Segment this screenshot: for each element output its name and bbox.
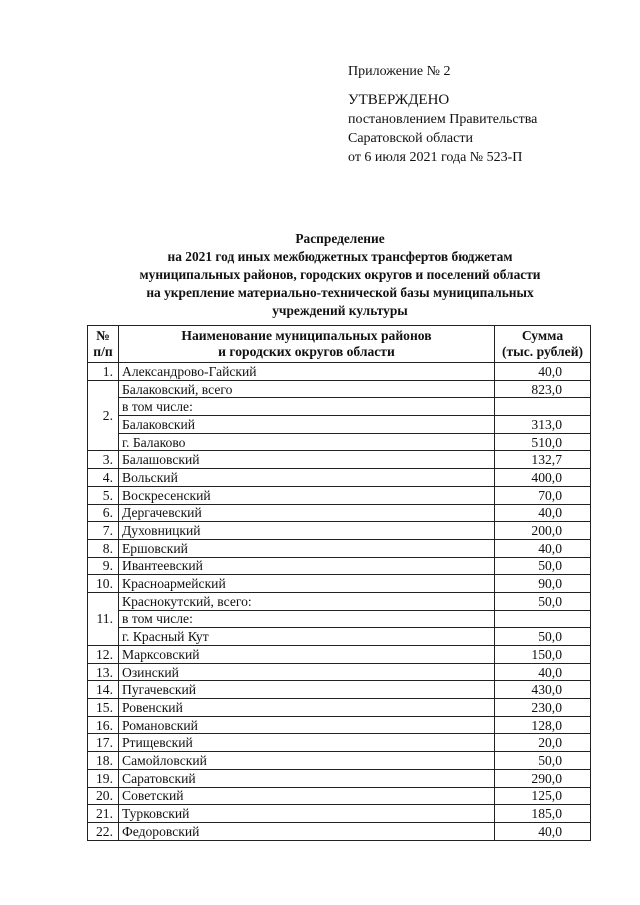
row-name: Краснокутский, всего: [119, 592, 495, 610]
row-number: 11. [88, 592, 119, 645]
header-sum-line-1: Сумма [521, 328, 564, 343]
approval-line-1: постановлением Правительства [348, 112, 538, 127]
subrow-name: в том числе: [119, 398, 495, 416]
subrow-name: г. Красный Кут [119, 628, 495, 646]
table-row [88, 486, 591, 504]
row-number: 18. [88, 752, 119, 770]
title-line-4: на укрепление материально-технической базы муниципальных [146, 285, 534, 300]
row-name: Красноармейский [119, 575, 495, 593]
header-number-line-1: № [96, 328, 110, 343]
table-row [88, 681, 591, 699]
table-row [88, 646, 591, 664]
subrow-amount: 510,0 [495, 433, 591, 451]
row-amount: 150,0 [495, 646, 591, 664]
row-name: Вольский [119, 469, 495, 487]
row-number: 12. [88, 646, 119, 664]
row-amount: 50,0 [495, 592, 591, 610]
table-row [88, 539, 591, 557]
row-number: 8. [88, 539, 119, 557]
row-amount: 50,0 [495, 752, 591, 770]
row-number: 22. [88, 822, 119, 840]
table-row [88, 363, 591, 381]
table-subrow [88, 433, 591, 451]
row-number: 13. [88, 663, 119, 681]
table-subrow [88, 416, 591, 434]
row-amount: 40,0 [495, 363, 591, 381]
subrow-name: в том числе: [119, 610, 495, 628]
table-row [88, 699, 591, 717]
row-amount: 40,0 [495, 539, 591, 557]
row-number: 6. [88, 504, 119, 522]
subrow-name: Балаковский [119, 416, 495, 434]
row-name: Саратовский [119, 769, 495, 787]
row-amount: 185,0 [495, 805, 591, 823]
approval-line-3: от 6 июля 2021 года № 523-П [348, 150, 523, 165]
header-sum [495, 326, 591, 363]
row-number: 7. [88, 522, 119, 540]
table-row [88, 663, 591, 681]
row-number: 21. [88, 805, 119, 823]
appendix-label: Приложение № 2 [348, 64, 451, 79]
row-number: 20. [88, 787, 119, 805]
row-number: 19. [88, 769, 119, 787]
row-number: 17. [88, 734, 119, 752]
row-name: Романовский [119, 716, 495, 734]
table-row [88, 769, 591, 787]
table-header-row [88, 326, 591, 363]
row-name: Советский [119, 787, 495, 805]
row-number: 15. [88, 699, 119, 717]
row-amount: 40,0 [495, 663, 591, 681]
header-number [88, 326, 119, 363]
row-amount: 90,0 [495, 575, 591, 593]
table-row [88, 469, 591, 487]
distribution-table [87, 325, 591, 841]
title-line-2: на 2021 год иных межбюджетных трансфертов бюджетам [167, 249, 513, 264]
table-row [88, 451, 591, 469]
row-name: Ртищевский [119, 734, 495, 752]
subrow-name: г. Балаково [119, 433, 495, 451]
row-amount: 70,0 [495, 486, 591, 504]
row-number: 5. [88, 486, 119, 504]
subrow-amount [495, 398, 591, 416]
subrow-amount [495, 610, 591, 628]
row-amount: 290,0 [495, 769, 591, 787]
header-number-line-2: п/п [93, 344, 113, 359]
row-name: Пугачевский [119, 681, 495, 699]
table-row [88, 787, 591, 805]
row-name: Ершовский [119, 539, 495, 557]
row-amount: 128,0 [495, 716, 591, 734]
row-amount: 132,7 [495, 451, 591, 469]
title-line-1: Распределение [295, 231, 385, 246]
row-number: 16. [88, 716, 119, 734]
table-row [88, 504, 591, 522]
table-row [88, 716, 591, 734]
row-amount: 20,0 [495, 734, 591, 752]
table-subrow [88, 628, 591, 646]
table-row [88, 734, 591, 752]
row-name: Федоровский [119, 822, 495, 840]
row-amount: 230,0 [495, 699, 591, 717]
table-row [88, 522, 591, 540]
row-amount: 400,0 [495, 469, 591, 487]
row-name: Духовницкий [119, 522, 495, 540]
row-amount: 40,0 [495, 504, 591, 522]
row-amount: 430,0 [495, 681, 591, 699]
title-line-3: муниципальных районов, городских округов и поселений области [139, 267, 541, 282]
table-row [88, 557, 591, 575]
row-number: 4. [88, 469, 119, 487]
header-name [119, 326, 495, 363]
approval-line-2: Саратовской области [348, 131, 473, 146]
row-name: Самойловский [119, 752, 495, 770]
table-subrow [88, 610, 591, 628]
row-name: Александрово-Гайский [119, 363, 495, 381]
table-row [88, 380, 591, 398]
row-amount: 40,0 [495, 822, 591, 840]
table-row [88, 592, 591, 610]
document-title [80, 230, 600, 320]
row-name: Ровенский [119, 699, 495, 717]
row-amount: 125,0 [495, 787, 591, 805]
header-name-line-2: и городских округов области [218, 344, 395, 359]
header-name-line-1: Наименование муниципальных районов [181, 328, 432, 343]
row-amount: 823,0 [495, 380, 591, 398]
row-number: 2. [88, 380, 119, 451]
title-line-5: учреждений культуры [272, 303, 408, 318]
table-body [88, 363, 591, 841]
row-name: Балашовский [119, 451, 495, 469]
table-row [88, 805, 591, 823]
row-number: 1. [88, 363, 119, 381]
table-row [88, 752, 591, 770]
approval-block [348, 62, 537, 167]
row-number: 9. [88, 557, 119, 575]
row-name: Воскресенский [119, 486, 495, 504]
row-number: 14. [88, 681, 119, 699]
row-name: Ивантеевский [119, 557, 495, 575]
row-name: Марксовский [119, 646, 495, 664]
table-subrow [88, 398, 591, 416]
table-row [88, 822, 591, 840]
header-sum-line-2: (тыс. рублей) [501, 344, 584, 359]
approved-stamp-text: УТВЕРЖДЕНО [348, 92, 450, 108]
row-name: Турковский [119, 805, 495, 823]
row-name: Балаковский, всего [119, 380, 495, 398]
row-name: Озинский [119, 663, 495, 681]
table-row [88, 575, 591, 593]
subrow-amount: 313,0 [495, 416, 591, 434]
subrow-amount: 50,0 [495, 628, 591, 646]
row-amount: 50,0 [495, 557, 591, 575]
row-number: 3. [88, 451, 119, 469]
row-name: Дергачевский [119, 504, 495, 522]
row-number: 10. [88, 575, 119, 593]
row-amount: 200,0 [495, 522, 591, 540]
